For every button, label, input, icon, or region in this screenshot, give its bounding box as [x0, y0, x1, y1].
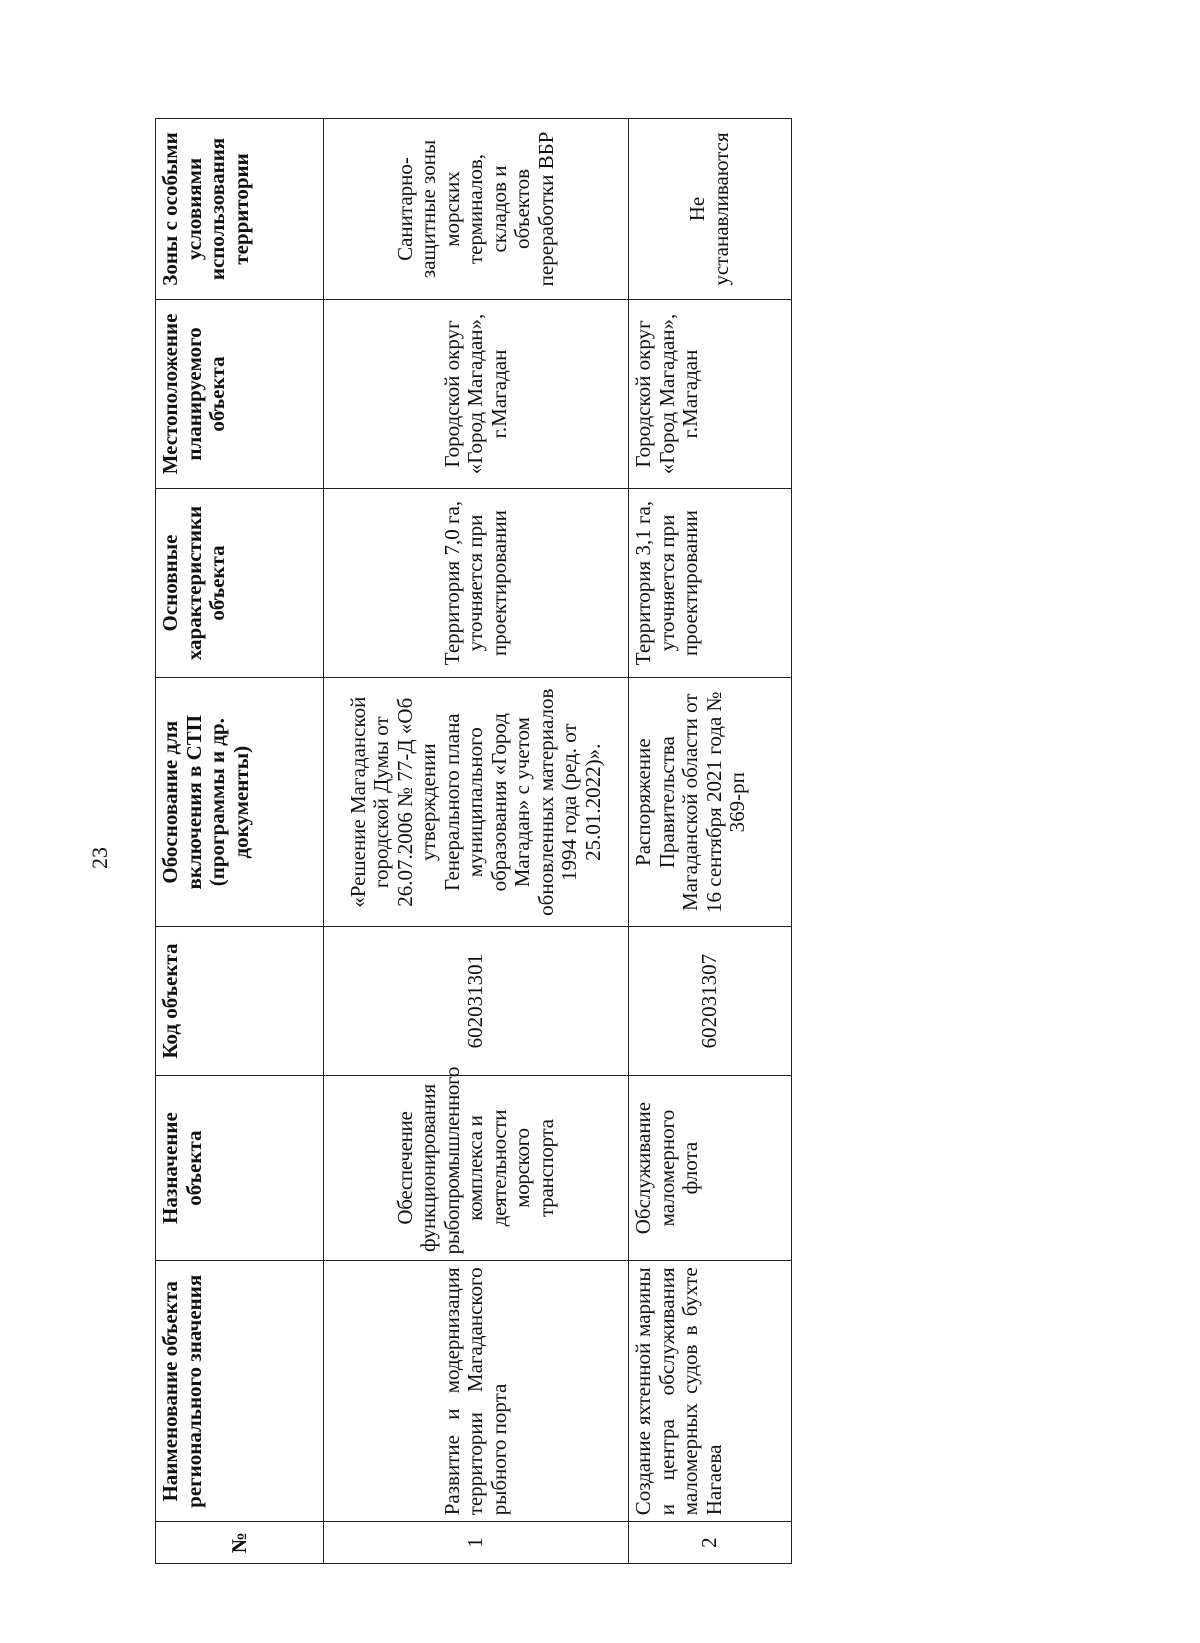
row-basis: «Решение Магаданской городской Думы от 26.07.2006 № 77-Д «Об утверждении Генерального плана муниципального образования «Город Магадан» с учетом обновленных материалов 1994 года (ред. от 25.01.2022)».	[324, 678, 629, 927]
row-num: 2	[629, 1522, 792, 1564]
row-purpose: Обеспечение функционирования рыбопромышленного комплекса и деятельности морского транспорта	[324, 1075, 629, 1261]
table-header-row	[156, 119, 324, 1564]
table-row	[629, 119, 792, 1564]
row-zones: Не устанавливаются	[629, 119, 792, 300]
header-location: Местоположение планируемого объекта	[156, 299, 324, 488]
header-zones: Зоны с особыми условиями использования территории	[156, 119, 324, 300]
row-code: 602031301	[324, 927, 629, 1075]
row-code: 602031307	[629, 927, 792, 1075]
row-name: Создание яхтенной марины и центра обслуживания маломерных судов в бухте Нагаева	[629, 1261, 792, 1522]
objects-table	[155, 118, 792, 1564]
header-num: №	[156, 1522, 324, 1564]
row-characteristics: Территория 3,1 га, уточняется при проектировании	[629, 489, 792, 678]
row-purpose: Обслуживание маломерного флота	[629, 1075, 792, 1261]
header-characteristics: Основные характеристики объекта	[156, 489, 324, 678]
row-basis: Распоряжение Правительства Магаданской области от 16 сентября 2021 года № 369-рп	[629, 678, 792, 927]
header-basis: Обоснование для включения в СТП (программы и др. документы)	[156, 678, 324, 927]
page-number-text: 23	[87, 847, 112, 869]
header-purpose: Назначение объекта	[156, 1075, 324, 1261]
row-zones: Санитарно-защитные зоны морских терминалов, складов и объектов переработки ВБР	[324, 119, 629, 300]
row-characteristics: Территория 7,0 га, уточняется при проектировании	[324, 489, 629, 678]
header-code: Код объекта	[156, 927, 324, 1075]
row-num: 1	[324, 1522, 629, 1564]
row-location: Городской округ «Город Магадан», г.Магадан	[629, 299, 792, 488]
table-row	[324, 119, 629, 1564]
row-location: Городской округ «Город Магадан», г.Магадан	[324, 299, 629, 488]
row-name: Развитие и модернизация территории Магаданского рыбного порта	[324, 1261, 629, 1522]
header-name: Наименование объекта регионального значения	[156, 1261, 324, 1522]
regional-objects-table	[155, 118, 791, 1564]
